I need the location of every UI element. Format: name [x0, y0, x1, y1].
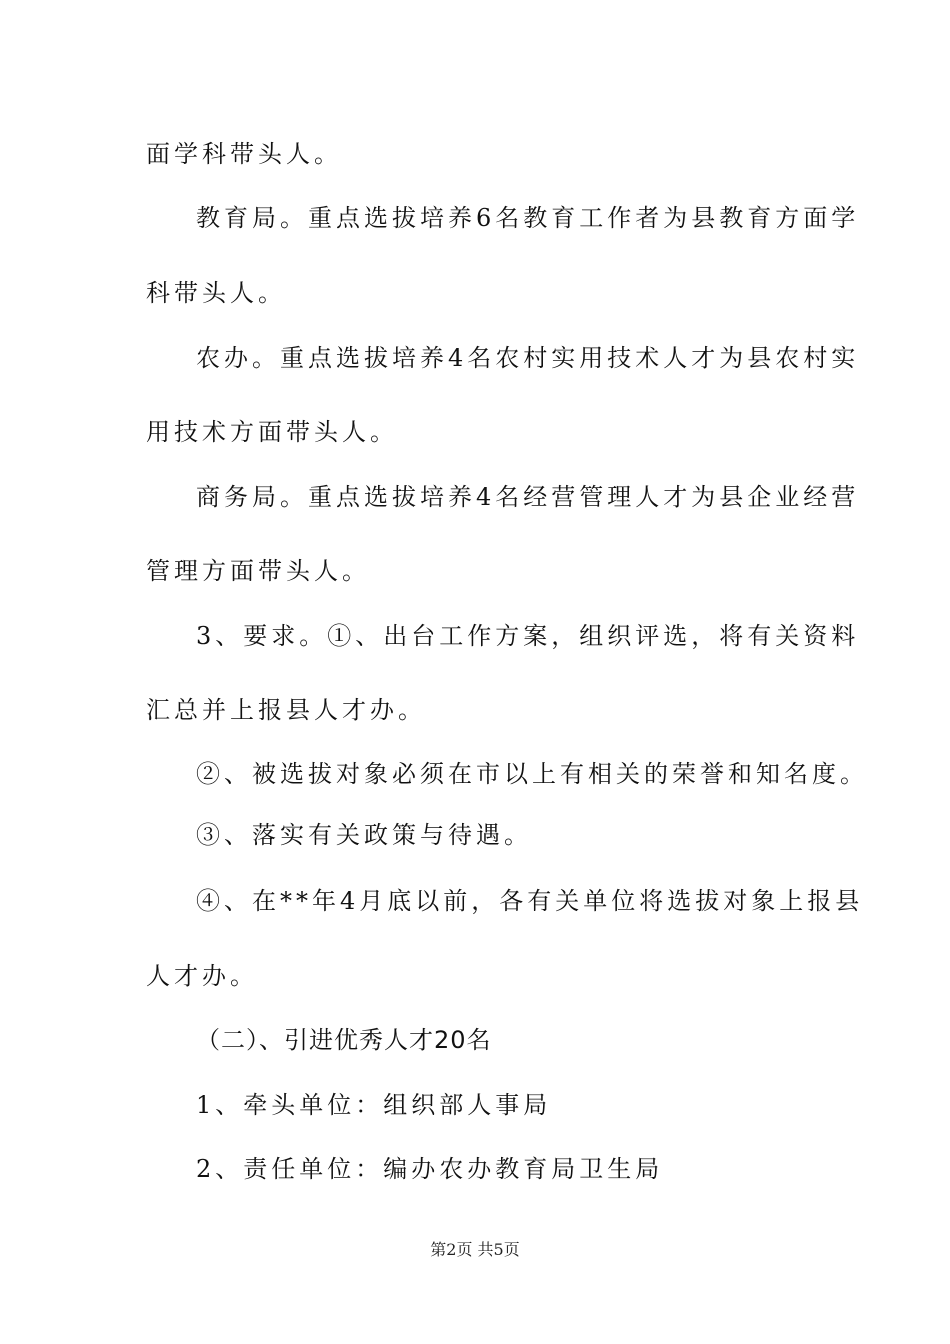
paragraph-line: ③、落实有关政策与待遇。 — [196, 821, 532, 849]
paragraph-line: 人才办。 — [146, 962, 258, 990]
paragraph-line: 教育局。重点选拔培养6名教育工作者为县教育方面学 — [196, 204, 860, 232]
paragraph-line: 汇总并上报县人才办。 — [146, 696, 426, 724]
paragraph-line: 面学科带头人。 — [146, 140, 342, 168]
paragraph-line: 1、牵头单位：组织部人事局 — [196, 1091, 552, 1119]
paragraph-line: 商务局。重点选拔培养4名经营管理人才为县企业经营 — [196, 483, 860, 511]
paragraph-line: ②、被选拔对象必须在市以上有相关的荣誉和知名度。 — [196, 760, 868, 788]
paragraph-line: 科带头人。 — [146, 279, 286, 307]
section-heading: （二）、引进优秀人才20名 — [196, 1026, 492, 1054]
page-number-footer: 第2页 共5页 — [430, 1240, 520, 1259]
paragraph-line: ④、在**年4月底以前，各有关单位将选拔对象上报县 — [196, 887, 864, 915]
paragraph-line: 用技术方面带头人。 — [146, 418, 398, 446]
paragraph-line: 2、责任单位：编办农办教育局卫生局 — [196, 1155, 664, 1183]
paragraph-line: 管理方面带头人。 — [146, 557, 370, 585]
paragraph-line: 农办。重点选拔培养4名农村实用技术人才为县农村实 — [196, 344, 860, 372]
paragraph-line: 3、要求。①、出台工作方案，组织评选，将有关资料 — [196, 622, 860, 650]
